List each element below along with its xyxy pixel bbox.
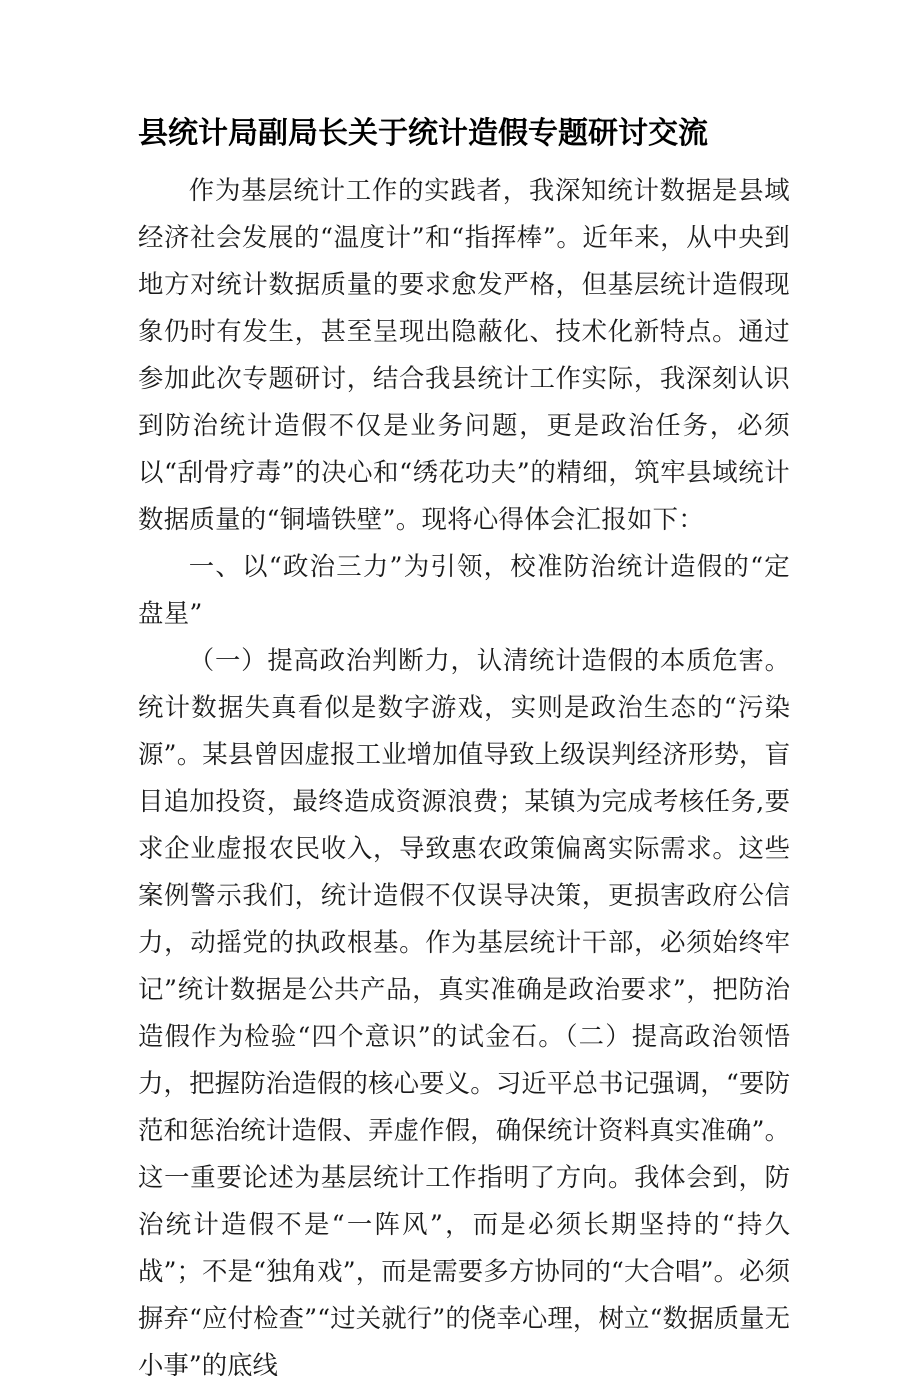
page-title: 县统计局副局长关于统计造假专题研讨交流 (138, 117, 708, 150)
paragraph-section-one-body: （一）提高政治判断力，认清统计造假的本质危害。统计数据失真看似是数字游戏，实则是政治生态的“污染源”。某县曾因虚报工业增加值导致上级误判经济形势，盲目追加投资，最终造成资源浪费；某镇为完成考核任务,要求企业虚报农民收入，导致惠农政策偏离实际需求。这些案例警示我们，统计造假不仅误导决策，更损害政府公信力，动摇党的执政根基。作为基层统计干部，必须始终牢记”统计数据是公共产品，真实准确是政治要求”，把防治造假作为检验“四个意识”的试金石。（二）提高政治领悟力，把握防治造假的核心要义。习近平总书记强调，“要防范和惩治统计造假、弄虚作假，确保统计资料真实准确”。这一重要论述为基层统计工作指明了方向。我体会到，防治统计造假不是“一阵风”，而是必须长期坚持的“持久战”；不是“独角戏”，而是需要多方协同的“大合唱”。必须摒弃“应付检查”“过关就行”的侥幸心理，树立“数据质量无小事”的底线 (138, 645, 790, 1380)
document-content (138, 112, 790, 1389)
paragraph-intro: 作为基层统计工作的实践者，我深知统计数据是县域经济社会发展的“温度计”和“指挥棒”。近年来，从中央到地方对统计数据质量的要求愈发严格，但基层统计造假现象仍时有发生，甚至呈现出隐蔽化、技术化新特点。通过参加此次专题研讨，结合我县统计工作实际，我深刻认识到防治统计造假不仅是业务问题，更是政治任务，必须以“刮骨疗毒”的决心和“绣花功夫”的精细，筑牢县域统计数据质量的“铜墙铁壁”。现将心得体会汇报如下： (138, 175, 790, 534)
section-heading-one: 一、以“政治三力”为引领，校准防治统计造假的“定盘星” (138, 551, 790, 628)
document-body (138, 167, 790, 1389)
